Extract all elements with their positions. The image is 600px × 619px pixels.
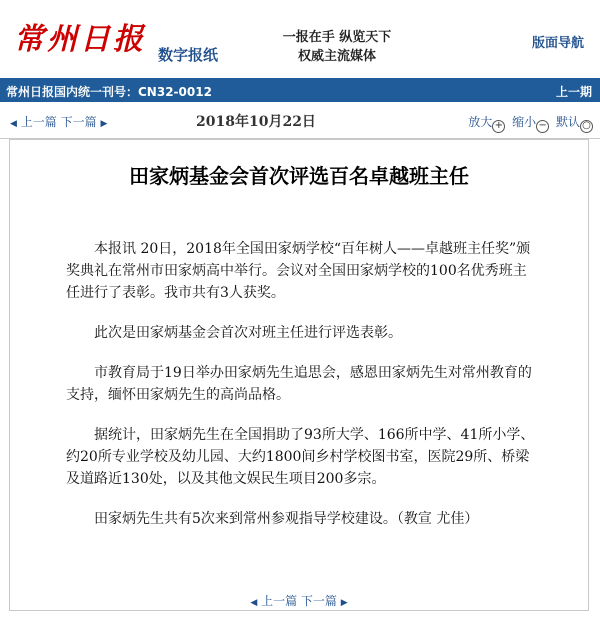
publication-number: 常州日报国内统一刊号：CN32-0012 xyxy=(6,85,212,99)
left-arrow-icon: ◀ xyxy=(10,119,17,129)
top-article-nav xyxy=(10,113,107,130)
digital-paper-label: 数字报纸 xyxy=(158,46,219,64)
minus-icon[interactable]: − xyxy=(536,120,549,133)
article-paragraph: 本报讯 20日，2018年全国田家炳学校“百年树人——卓越班主任奖”颁奖典礼在常州市田家炳高中举行。会议对全国田家炳学校的100名优秀班主任进行了表彰。我市共有3人获奖。 xyxy=(66,241,531,301)
right-arrow-icon: ▶ xyxy=(340,598,348,608)
next-article-link-bottom[interactable]: 下一篇 xyxy=(300,594,337,608)
default-size-label[interactable]: 默认 xyxy=(555,115,580,129)
zoom-out-label[interactable]: 缩小 xyxy=(512,115,537,129)
left-arrow-icon: ◀ xyxy=(250,598,258,608)
article-paragraph: 田家炳先生共有5次来到常州参观指导学校建设。（教宣 尤佳） xyxy=(94,511,479,527)
article-paragraph: 据统计，田家炳先生在全国捐助了93所大学、166所中学、41所小学、约20所专业学校及幼儿园、大约1800间乡村学校图书室，医院29所、桥梁及道路近130处，以及其他文娱民生项目200多宗。 xyxy=(66,427,535,487)
slogan-line-2: 权威主流媒体 xyxy=(297,49,376,64)
info-bar xyxy=(0,78,600,102)
reset-icon[interactable]: ○ xyxy=(580,120,593,133)
slogan-line-1: 一报在手 纵览天下 xyxy=(282,30,392,45)
article-title: 田家炳基金会首次评选百名卓越班主任 xyxy=(129,164,469,188)
prev-article-link[interactable]: 上一篇 xyxy=(20,115,57,129)
right-arrow-icon: ▶ xyxy=(100,119,108,129)
page-navigation-link[interactable]: 版面导航 xyxy=(531,36,584,51)
article-toolbar xyxy=(0,102,600,139)
masthead xyxy=(0,0,600,78)
previous-issue-link[interactable]: 上一期 xyxy=(555,85,592,99)
article-panel xyxy=(9,139,589,611)
zoom-in-label[interactable]: 放大 xyxy=(468,115,493,129)
issue-date: 2018年10月22日 xyxy=(196,114,316,130)
article-paragraph: 市教育局于19日举办田家炳先生追思会，感恩田家炳先生对常州教育的支持，缅怀田家炳先生的高尚品格。 xyxy=(66,365,532,403)
slogan xyxy=(272,28,402,66)
bottom-article-nav xyxy=(10,592,588,609)
next-article-link[interactable]: 下一篇 xyxy=(60,115,97,129)
prev-article-link-bottom[interactable]: 上一篇 xyxy=(261,594,298,608)
plus-icon[interactable]: + xyxy=(492,120,505,133)
newspaper-logo[interactable]: 常州日报 xyxy=(14,22,146,57)
article-body xyxy=(66,238,536,548)
zoom-controls xyxy=(468,113,596,133)
article-paragraph: 此次是田家炳基金会首次对班主任进行评选表彰。 xyxy=(94,325,402,341)
